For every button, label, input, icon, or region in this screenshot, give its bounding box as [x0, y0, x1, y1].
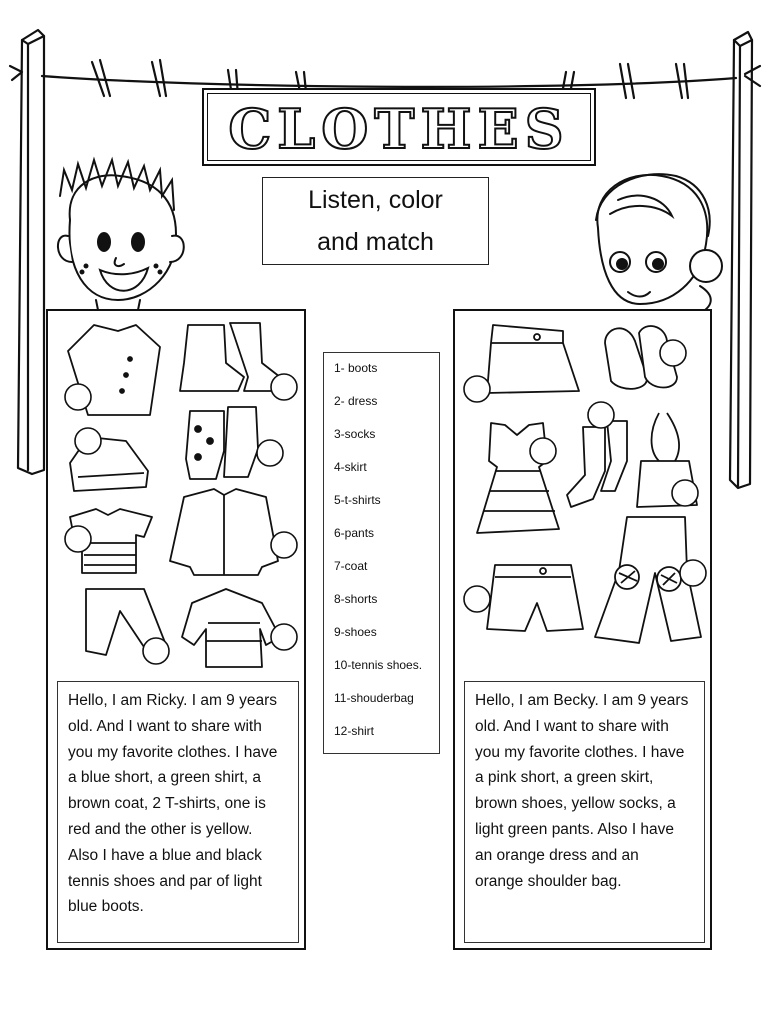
text-line: orange shoulder bag.	[475, 872, 622, 890]
title-banner	[202, 88, 596, 166]
text-line: brown coat, 2 T-shirts, one is	[68, 795, 266, 813]
vocab-item: 11-shouderbag	[334, 691, 414, 705]
text-line: brown shoes, yellow socks, a	[475, 795, 676, 813]
ricky-description	[57, 681, 299, 943]
becky-panel	[453, 309, 712, 950]
match-circle	[660, 340, 686, 366]
match-circle	[680, 560, 706, 586]
match-circle	[271, 532, 297, 558]
vocab-item: 3-socks	[334, 427, 376, 441]
vocab-item: 8-shorts	[334, 592, 378, 606]
text-line: old. And I want to share with	[68, 717, 262, 735]
instructions-box	[262, 177, 489, 265]
instructions-line-1: Listen, color	[308, 186, 443, 214]
shoulder-bag-picture	[652, 413, 680, 461]
vocab-item: 12-shirt	[334, 724, 375, 738]
ricky-clothes-pictures	[48, 311, 304, 681]
vocab-item: 10-tennis shoes.	[334, 658, 423, 672]
boy-illustration	[58, 160, 184, 310]
match-circle	[271, 624, 297, 650]
vocab-item: 9-shoes	[334, 625, 377, 639]
vocab-item: 5-t-shirts	[334, 493, 381, 507]
becky-description	[464, 681, 705, 943]
match-circle	[672, 480, 698, 506]
match-circle	[65, 526, 91, 552]
text-line: an orange dress and an	[475, 846, 639, 864]
text-line: a pink short, a green skirt,	[475, 769, 654, 787]
match-circle	[65, 384, 91, 410]
socks-picture	[186, 411, 224, 479]
page-title: CLOTHES	[228, 97, 570, 161]
match-circle	[143, 638, 169, 664]
text-line: tennis shoes and par of light	[68, 872, 262, 890]
match-circle	[257, 440, 283, 466]
sweater-picture	[182, 589, 280, 667]
match-circle	[530, 438, 556, 464]
text-line: old. And I want to share with	[475, 717, 669, 735]
text-line: Also I have a blue and black	[68, 846, 262, 864]
text-line: you my favorite clothes. I have	[68, 743, 278, 761]
becky-clothes-pictures	[455, 311, 710, 681]
instructions-line-2: and match	[317, 228, 434, 256]
shorts-picture	[487, 565, 583, 631]
vocabulary-list	[323, 352, 440, 754]
girl-illustration	[596, 174, 722, 312]
vocab-item: 2- dress	[334, 394, 378, 408]
match-circle	[464, 586, 490, 612]
ricky-panel	[46, 309, 306, 950]
match-circle	[75, 428, 101, 454]
socks-picture	[567, 427, 605, 507]
skirt-picture	[487, 325, 579, 393]
match-circle	[271, 374, 297, 400]
text-line: Hello, I am Ricky. I am 9 years	[68, 692, 278, 709]
vocab-item: 1- boots	[334, 361, 378, 375]
match-circle	[588, 402, 614, 428]
text-line: you my favorite clothes. I have	[475, 743, 685, 761]
text-line: Hello, I am Becky. I am 9 years	[475, 692, 689, 709]
vocab-item: 4-skirt	[334, 460, 367, 474]
text-line: red and the other is yellow.	[68, 820, 253, 838]
vocab-item: 7-coat	[334, 559, 368, 573]
vocab-item: 6-pants	[334, 526, 375, 540]
text-line: blue boots.	[68, 898, 144, 916]
text-line: a blue short, a green shirt, a	[68, 769, 262, 787]
match-circle	[464, 376, 490, 402]
text-line: light green pants. Also I have	[475, 820, 675, 838]
